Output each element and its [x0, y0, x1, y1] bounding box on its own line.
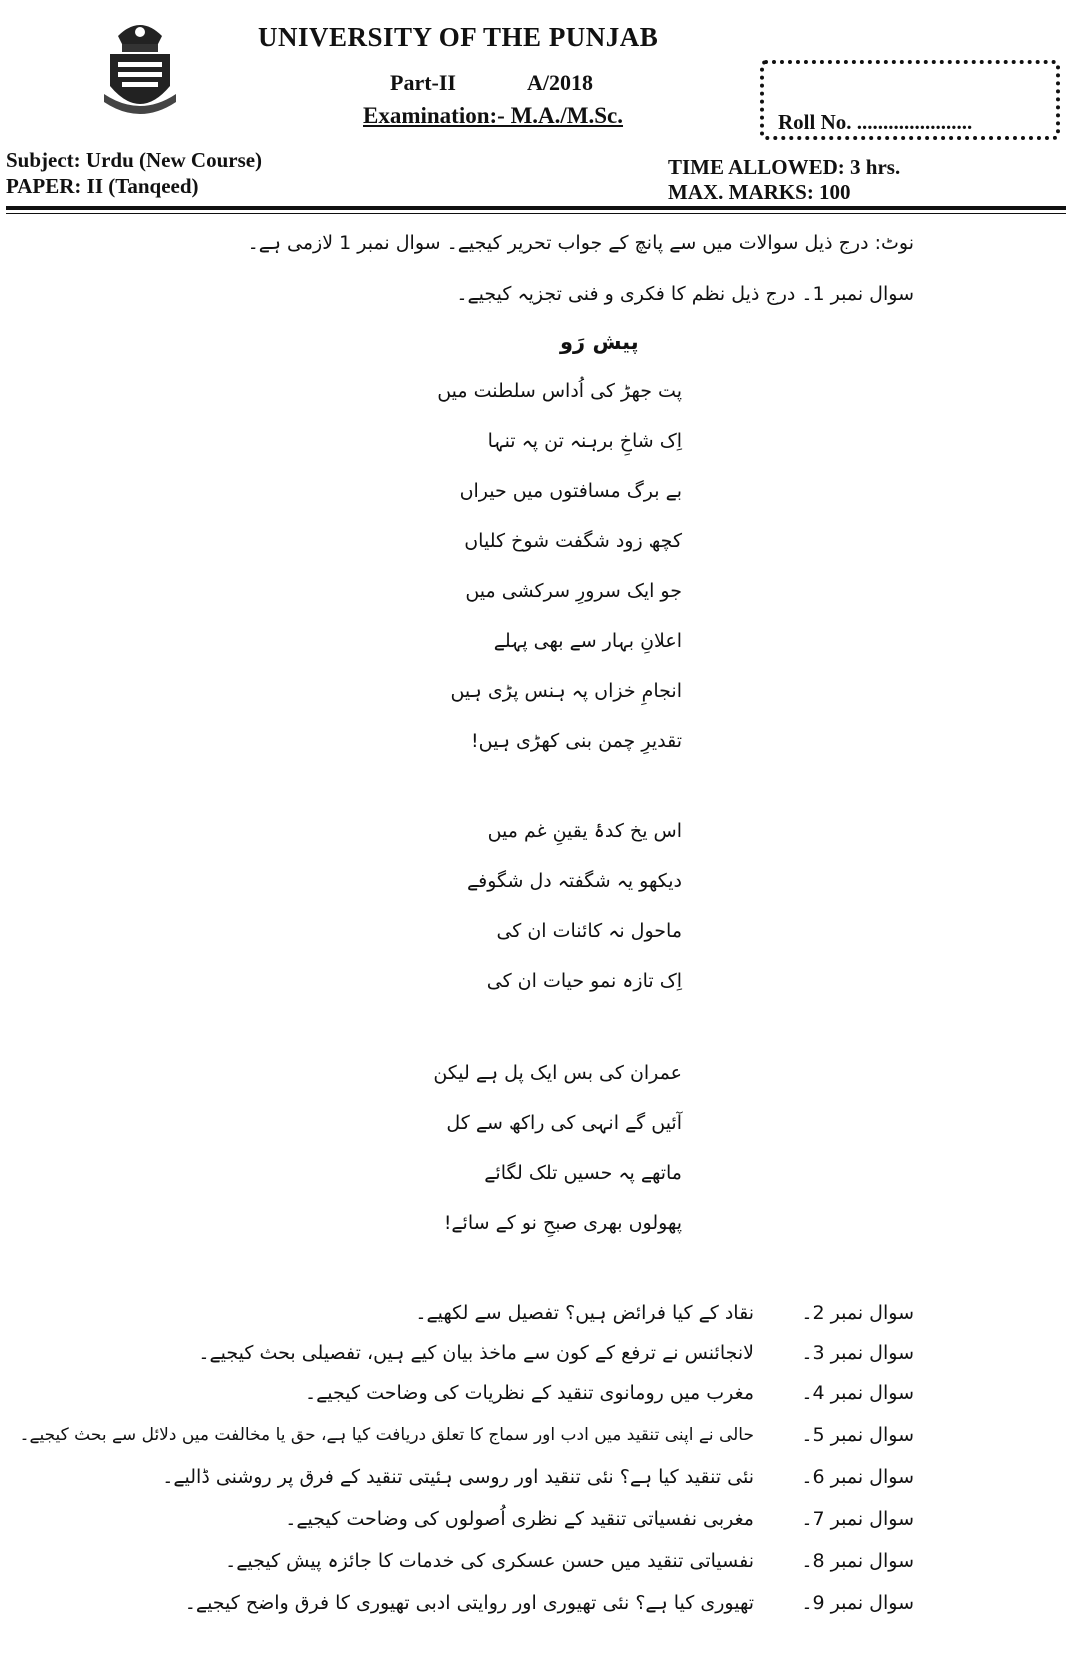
exam-session: A/2018: [527, 70, 593, 95]
question-text: نفسیاتی تنقید میں حسن عسکری کی خدمات کا جائزہ پیش کیجیے۔: [225, 1550, 754, 1572]
poem-line: انجامِ خزاں پہ ہنس پڑی ہیں: [450, 680, 682, 702]
question-text: حالی نے اپنی تنقید میں ادب اور سماج کا تعلق دریافت کیا ہے، حق یا مخالفت میں دلائل سے بحث کیجیے۔: [19, 1425, 754, 1445]
exam-part: Part-II: [390, 70, 456, 95]
examination-title: Examination:- M.A./M.Sc.: [363, 103, 624, 128]
paper-label: PAPER: II (Tanqeed): [6, 174, 199, 198]
header-divider: [6, 206, 1066, 210]
question-1-instruction: سوال نمبر 1۔ درج ذیل نظم کا فکری و فنی تجزیہ کیجیے۔: [456, 283, 914, 305]
question-number: سوال نمبر 2۔: [801, 1302, 914, 1324]
question-number: سوال نمبر 3۔: [801, 1342, 914, 1364]
question-text: لانجائنس نے ترفع کے کون سے ماخذ بیان کیے ہیں، تفصیلی بحث کیجیے۔: [198, 1342, 754, 1364]
university-crest-logo: [100, 14, 180, 124]
poem-line: اِک شاخِ برہنہ تن پہ تنہا: [487, 430, 682, 452]
poem-line: اِک تازہ نمو حیات ان کی: [486, 970, 682, 992]
poem-title: پیش رَو: [560, 330, 639, 354]
poem-line: دیکھو یہ شگفتہ دل شگوفے: [467, 870, 682, 892]
question-row: [0, 1424, 914, 1454]
roll-number-field: Roll No. ......................: [778, 110, 973, 134]
poem-line: پھولوں بھری صبحِ نو کے سائے!: [443, 1212, 682, 1234]
question-number: سوال نمبر 5۔: [801, 1424, 914, 1446]
question-row: [0, 1466, 914, 1496]
question-row: [0, 1592, 914, 1622]
university-title: UNIVERSITY OF THE PUNJAB: [258, 22, 659, 52]
poem-line: تقدیرِ چمن بنی کھڑی ہیں!: [471, 730, 682, 752]
poem-line: اعلانِ بہار سے بھی پہلے: [493, 630, 682, 652]
question-number: سوال نمبر 9۔: [801, 1592, 914, 1614]
poem-line: آئیں گے انہی کی راکھ سے کل: [446, 1112, 682, 1134]
poem-line: عمران کی بس ایک پل ہے لیکن: [433, 1062, 682, 1084]
subject-label: Subject: Urdu (New Course): [6, 148, 263, 172]
question-row: [0, 1342, 914, 1372]
poem-line: اس یخ کدۂ یقینِ غم میں: [487, 820, 682, 842]
question-row: [0, 1550, 914, 1580]
question-text: نئی تنقید کیا ہے؟ نئی تنقید اور روسی ہئیتی تنقید کے فرق پر روشنی ڈالیے۔: [162, 1466, 754, 1488]
question-row: [0, 1302, 914, 1332]
question-number: سوال نمبر 4۔: [801, 1382, 914, 1404]
poem-line: بے برگ مسافتوں میں حیراں: [459, 480, 682, 502]
time-allowed: TIME ALLOWED: 3 hrs.: [668, 155, 901, 179]
question-row: [0, 1508, 914, 1538]
poem-line: جو ایک سرورِ سرکشی میں: [465, 580, 682, 602]
exam-note: نوٹ: درج ذیل سوالات میں سے پانچ کے جواب تحریر کیجیے۔ سوال نمبر 1 لازمی ہے۔: [247, 232, 914, 254]
poem-line: کچھ زود شگفت شوخ کلیاں: [464, 530, 682, 552]
header-divider-thin: [6, 213, 1066, 214]
question-number: سوال نمبر 6۔: [801, 1466, 914, 1488]
max-marks: MAX. MARKS: 100: [668, 180, 851, 204]
question-text: مغربی نفسیاتی تنقید کے نظری اُصولوں کی وضاحت کیجیے۔: [285, 1508, 754, 1530]
question-number: سوال نمبر 7۔: [801, 1508, 914, 1530]
poem-line: پت جھڑ کی اُداس سلطنت میں: [437, 380, 682, 402]
poem-line: ماحول نہ کائنات ان کی: [496, 920, 682, 942]
question-text: مغرب میں رومانوی تنقید کے نظریات کی وضاحت کیجیے۔: [305, 1382, 754, 1404]
question-text: نقاد کے کیا فرائض ہیں؟ تفصیل سے لکھیے۔: [415, 1302, 754, 1324]
question-number: سوال نمبر 8۔: [801, 1550, 914, 1572]
question-row: [0, 1382, 914, 1412]
poem-line: ماتھے پہ حسیں تلک لگائے: [484, 1162, 682, 1184]
question-text: تھیوری کیا ہے؟ نئی تھیوری اور روایتی ادبی تھیوری کا فرق واضح کیجیے۔: [184, 1592, 754, 1614]
